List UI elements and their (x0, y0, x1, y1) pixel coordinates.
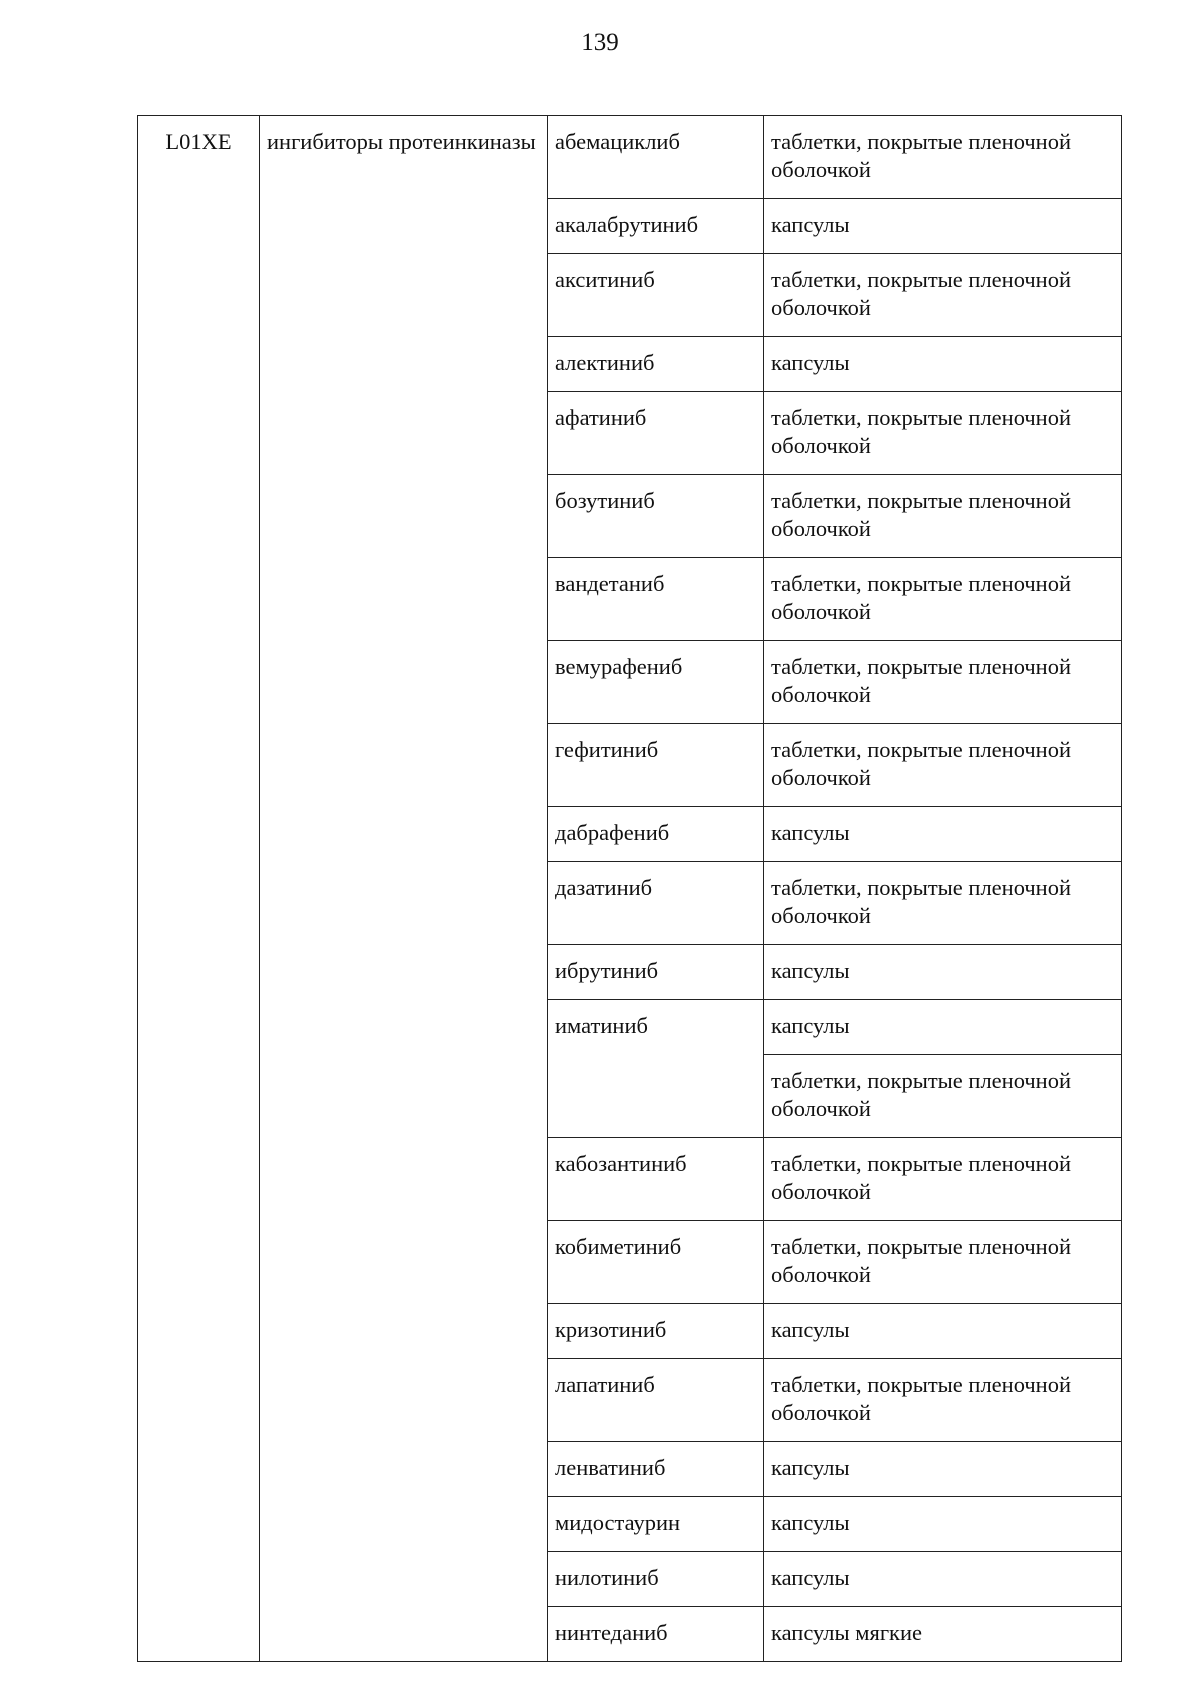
drug-name-cell: дабрафениб (548, 807, 764, 862)
page-number: 139 (581, 29, 619, 56)
drug-name-cell: вемурафениб (548, 641, 764, 724)
dosage-form-cell: таблетки, покрытые пленочной оболочкой (764, 475, 1122, 558)
drug-name-cell: акситиниб (548, 254, 764, 337)
dosage-form-cell: капсулы (764, 1552, 1122, 1607)
dosage-form-cell: таблетки, покрытые пленочной оболочкой (764, 724, 1122, 807)
dosage-form-cell: таблетки, покрытые пленочной оболочкой (764, 1055, 1122, 1138)
dosage-form-cell: капсулы (764, 1000, 1122, 1055)
dosage-form-cell: капсулы (764, 1304, 1122, 1359)
drug-name-cell: дазатиниб (548, 862, 764, 945)
drug-name-cell: нинтеданиб (548, 1607, 764, 1662)
dosage-form-cell: таблетки, покрытые пленочной оболочкой (764, 116, 1122, 199)
drug-name-cell: гефитиниб (548, 724, 764, 807)
drug-name-cell: мидостаурин (548, 1497, 764, 1552)
dosage-form-cell: таблетки, покрытые пленочной оболочкой (764, 254, 1122, 337)
dosage-form-cell: капсулы (764, 1497, 1122, 1552)
drug-name-cell: бозутиниб (548, 475, 764, 558)
dosage-form-cell: таблетки, покрытые пленочной оболочкой (764, 1359, 1122, 1442)
dosage-form-cell: таблетки, покрытые пленочной оболочкой (764, 1138, 1122, 1221)
dosage-form-cell: таблетки, покрытые пленочной оболочкой (764, 1221, 1122, 1304)
table-row (138, 116, 1122, 199)
dosage-form-cell: таблетки, покрытые пленочной оболочкой (764, 558, 1122, 641)
drug-name-cell: нилотиниб (548, 1552, 764, 1607)
drug-name-cell: ленватиниб (548, 1442, 764, 1497)
atc-code-cell: L01XE (138, 116, 260, 1662)
dosage-form-cell: капсулы (764, 1442, 1122, 1497)
dosage-form-cell: капсулы (764, 199, 1122, 254)
drug-name-cell: ибрутиниб (548, 945, 764, 1000)
drug-name-cell: кобиметиниб (548, 1221, 764, 1304)
dosage-form-cell: таблетки, покрытые пленочной оболочкой (764, 641, 1122, 724)
dosage-form-cell: таблетки, покрытые пленочной оболочкой (764, 392, 1122, 475)
drug-table (137, 115, 1122, 1662)
drug-name-cell: абемациклиб (548, 116, 764, 199)
drug-name-cell: иматиниб (548, 1000, 764, 1138)
drug-name-cell: акалабрутиниб (548, 199, 764, 254)
drug-name-cell: кабозантиниб (548, 1138, 764, 1221)
drug-name-cell: афатиниб (548, 392, 764, 475)
dosage-form-cell: капсулы (764, 945, 1122, 1000)
dosage-form-cell: капсулы (764, 807, 1122, 862)
drug-table-body (138, 116, 1122, 1662)
drug-name-cell: алектиниб (548, 337, 764, 392)
drug-name-cell: вандетаниб (548, 558, 764, 641)
dosage-form-cell: таблетки, покрытые пленочной оболочкой (764, 862, 1122, 945)
drug-name-cell: лапатиниб (548, 1359, 764, 1442)
drug-name-cell: кризотиниб (548, 1304, 764, 1359)
dosage-form-cell: капсулы мягкие (764, 1607, 1122, 1662)
group-name-cell: ингибиторы протеинкиназы (260, 116, 548, 1662)
dosage-form-cell: капсулы (764, 337, 1122, 392)
